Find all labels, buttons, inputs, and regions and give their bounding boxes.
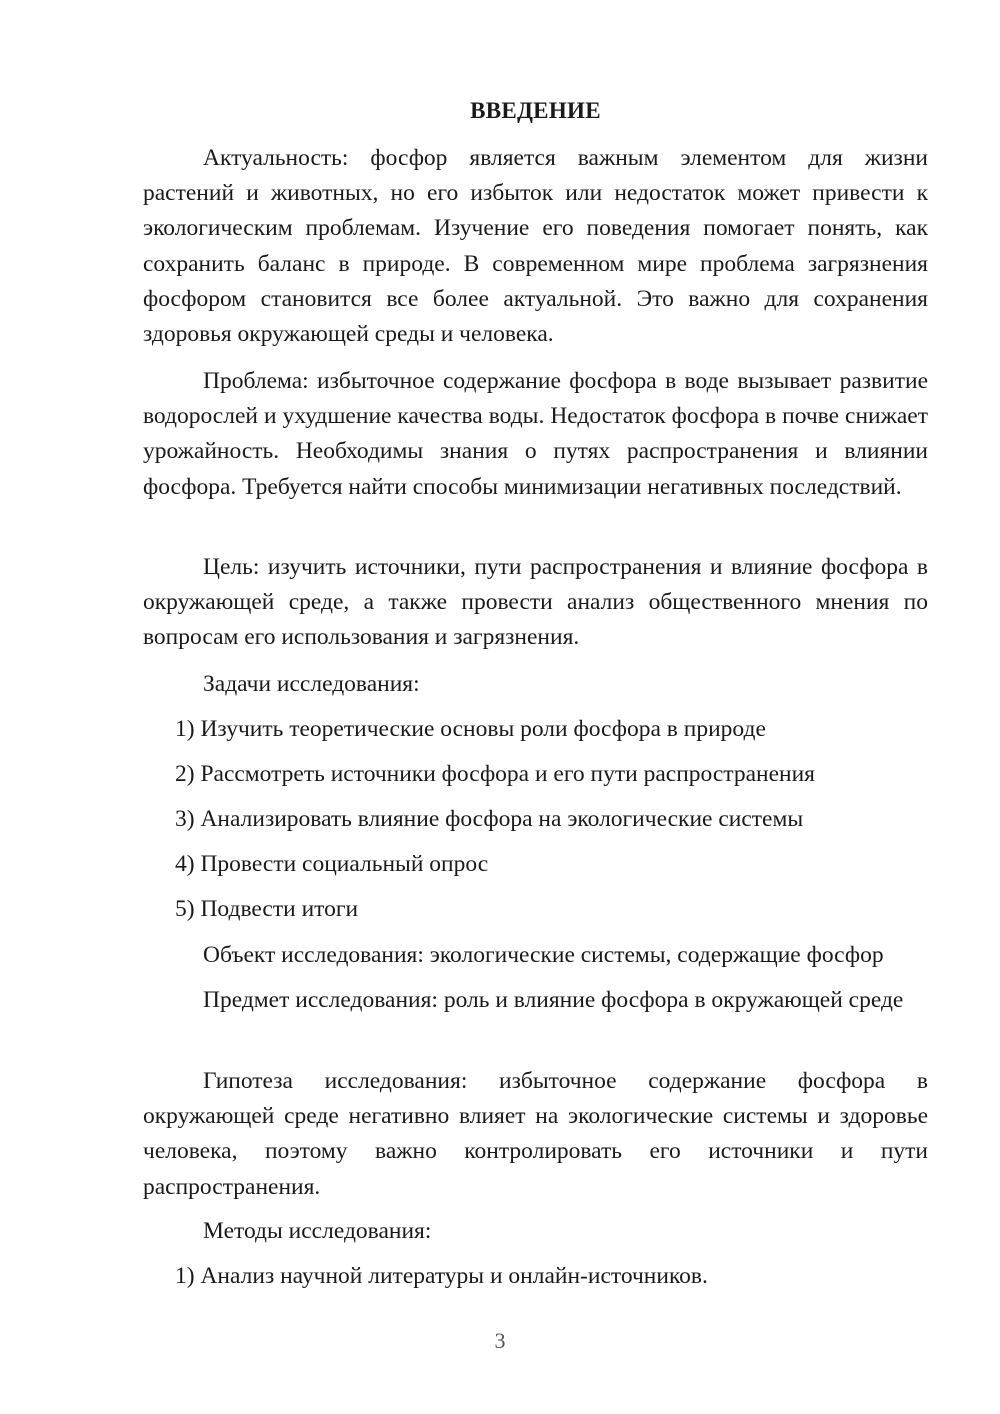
object-paragraph: Объект исследования: экологические системы, содержащие фосфор [203, 942, 884, 968]
method-item: 1) Анализ научной литературы и онлайн-источников. [175, 1263, 708, 1289]
methods-heading: Методы исследования: [203, 1218, 432, 1244]
task-item: 2) Рассмотреть источники фосфора и его пути распространения [175, 761, 815, 787]
page-number: 3 [494, 1328, 506, 1353]
task-item: 3) Анализировать влияние фосфора на экологические системы [175, 806, 804, 832]
task-item: 4) Провести социальный опрос [175, 851, 489, 877]
hypothesis-paragraph: Гипотеза исследования: избыточное содержание фосфора в окружающей среде негативно влияет на экологические системы и здоровье человека, поэтому важно контролировать его источники и пути распространения. [143, 1068, 928, 1200]
section-heading: ВВЕДЕНИЕ [470, 98, 601, 123]
relevance-paragraph: Актуальность: фосфор является важным элементом для жизни растений и животных, но его избыток или недостаток может привести к экологическим проблемам. Изучение его поведения помогает понять, как сохранить баланс в природе. В современном мире проблема загрязнения фосфором становится все более актуальной. Это важно для сохранения здоровья окружающей среды и человека. [143, 145, 928, 348]
tasks-heading: Задачи исследования: [203, 671, 420, 697]
goal-paragraph: Цель: изучить источники, пути распространения и влияние фосфора в окружающей среде, а также провести анализ общественного мнения по вопросам его использования и загрязнения. [143, 554, 928, 651]
task-item: 1) Изучить теоретические основы роли фосфора в природе [175, 716, 766, 742]
problem-paragraph: Проблема: избыточное содержание фосфора в воде вызывает развитие водорослей и ухудшение качества воды. Недостаток фосфора в почве снижает урожайность. Необходимы знания о путях распространения и влиянии фосфора. Требуется найти способы минимизации негативных последствий. [143, 368, 928, 500]
subject-paragraph: Предмет исследования: роль и влияние фосфора в окружающей среде [203, 987, 904, 1013]
task-item: 5) Подвести итоги [175, 896, 359, 922]
